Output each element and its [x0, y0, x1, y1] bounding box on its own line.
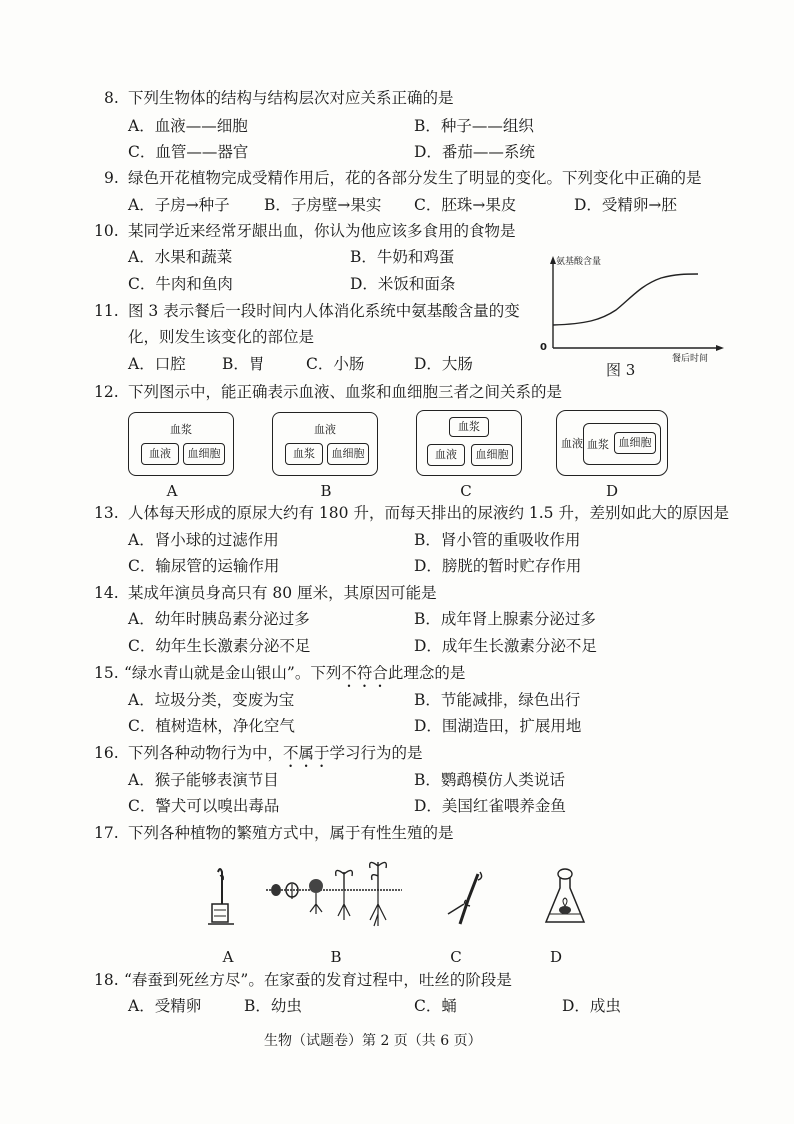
figure-ylabel: 氨基酸含量: [556, 257, 602, 267]
q12-label-b: B: [320, 482, 332, 500]
q15-number: 15.: [94, 664, 119, 682]
q15-stem: [124, 663, 465, 691]
figure-origin: 0: [540, 342, 547, 353]
q9-option-d: D．受精卵→胚: [574, 196, 677, 214]
q8-option-a: A．血液——细胞: [128, 117, 248, 135]
q17-image-b-seed-germination: [264, 854, 404, 934]
q12-diagram-a: [128, 412, 234, 476]
diagram-b-left-box: 血浆: [285, 443, 323, 465]
q10-stem: 某同学近来经常牙龈出血，你认为他应该多食用的食物是: [128, 222, 516, 240]
q14-option-a: A．幼年时胰岛素分泌过多: [128, 610, 310, 628]
q15-stem-pre: “绿水青山就是金山银山”。下列: [124, 664, 342, 682]
q8-option-d: D．番茄——系统: [414, 143, 535, 161]
q17-label-a: A: [222, 948, 234, 966]
diagram-d-middle-box: [583, 423, 661, 465]
q9-option-b: B．子房壁→果实: [264, 196, 382, 214]
q9-stem: 绿色开花植物完成受精作用后，花的各部分发生了明显的变化。下列变化中正确的是: [128, 169, 702, 187]
q16-stem: [128, 743, 423, 771]
q18-number: 18.: [94, 971, 119, 989]
q13-option-c: C．输尿管的运输作用: [128, 557, 280, 575]
q14-option-c: C．幼年生长激素分泌不足: [128, 637, 311, 655]
q15-option-c: C．植树造林，净化空气: [128, 717, 295, 735]
x-axis-arrow: [716, 345, 724, 351]
q13-option-d: D．膀胱的暂时贮存作用: [414, 557, 582, 575]
q14-stem: 某成年演员身高只有 80 厘米，其原因可能是: [128, 584, 437, 602]
diagram-a-left-box: 血液: [141, 443, 179, 465]
q11-stem-line1: 图 3 表示餐后一段时间内人体消化系统中氨基酸含量的变: [128, 302, 520, 320]
q12-diagram-c: [416, 410, 522, 476]
q16-option-c: C．警犬可以嗅出毒品: [128, 797, 280, 815]
q17-number: 17.: [94, 824, 119, 842]
q12-label-a: A: [166, 482, 178, 500]
q8-option-b: B．种子——组织: [414, 117, 534, 135]
q12-label-d: D: [605, 482, 619, 500]
q11-option-a: A．口腔: [128, 355, 186, 373]
grafting-icon: [440, 870, 490, 930]
q15-stem-post: 此理念的是: [387, 664, 466, 682]
q14-option-d: D．成年生长激素分泌不足: [414, 637, 597, 655]
q16-option-b: B．鹦鹉模仿人类说话: [414, 771, 565, 789]
q14-number: 14.: [94, 584, 119, 602]
q16-stem-pre: 下列各种动物行为中，: [128, 744, 284, 762]
q12-diagram-b: [272, 412, 378, 476]
q10-option-c: C．牛肉和鱼肉: [128, 275, 233, 293]
q11-option-b: B．胃: [222, 355, 265, 373]
q15-stem-emphasis: 不符合: [341, 664, 388, 682]
q17-label-b: B: [330, 948, 342, 966]
page-footer: 生物（试题卷）第 2 页（共 6 页）: [264, 1033, 482, 1049]
q18-option-c: C．蛹: [414, 997, 457, 1015]
q11-number: 11.: [94, 302, 119, 320]
seed-germination-icon: [264, 854, 404, 934]
q16-stem-emphasis: 不属于: [283, 744, 330, 762]
q9-option-a: A．子房→种子: [128, 196, 230, 214]
figure-xlabel: 餐后时间: [672, 354, 709, 364]
diagram-b-right-box: 血细胞: [327, 443, 369, 465]
q17-image-d-tissue-culture: [540, 866, 590, 932]
q8-number: 8.: [104, 89, 119, 107]
amino-acid-curve: [553, 274, 698, 325]
q18-stem: “春蚕到死丝方尽”。在家蚕的发育过程中，吐丝的阶段是: [124, 971, 512, 989]
q17-image-a-cutting: [200, 862, 240, 930]
q15-option-d: D．围湖造田，扩展用地: [414, 717, 582, 735]
tissue-culture-flask-icon: [540, 866, 590, 932]
q15-option-a: A．垃圾分类，变废为宝: [128, 691, 295, 709]
q8-stem: 下列生物体的结构与结构层次对应关系正确的是: [128, 89, 454, 107]
q12-diagram-d: [556, 410, 668, 476]
q17-image-c-grafting: [440, 870, 490, 930]
q10-option-b: B．牛奶和鸡蛋: [350, 248, 455, 266]
q12-stem: 下列图示中，能正确表示血液、血浆和血细胞三者之间关系的是: [128, 383, 563, 401]
q14-option-b: B．成年肾上腺素分泌过多: [414, 610, 596, 628]
diagram-d-middle-label: 血浆: [587, 438, 609, 451]
q9-number: 9.: [104, 169, 119, 187]
q11-option-d: D．大肠: [414, 355, 473, 373]
q8-option-c: C．血管——器官: [128, 143, 249, 161]
figure-3-caption: 图 3: [606, 361, 636, 379]
q13-option-b: B．肾小管的重吸收作用: [414, 531, 581, 549]
diagram-a-right-box: 血细胞: [183, 443, 225, 465]
q13-stem: 人体每天形成的原尿大约有 180 升，而每天排出的尿液约 1.5 升，差别如此大的原因是: [128, 504, 729, 522]
plant-cutting-icon: [200, 862, 240, 930]
q11-option-c: C．小肠: [306, 355, 365, 373]
q10-option-d: D．米饭和面条: [350, 275, 456, 293]
q10-number: 10.: [94, 222, 119, 240]
q13-option-a: A．肾小球的过滤作用: [128, 531, 279, 549]
q9-option-c: C．胚珠→果皮: [414, 196, 517, 214]
q12-label-c: C: [460, 482, 472, 500]
diagram-c-right-box: 血细胞: [471, 444, 513, 466]
q17-label-d: D: [549, 948, 563, 966]
q17-label-c: C: [450, 948, 462, 966]
q13-number: 13.: [94, 504, 119, 522]
q11-stem-line2: 化，则发生该变化的部位是: [128, 328, 315, 346]
q10-option-a: A．水果和蔬菜: [128, 248, 233, 266]
q15-option-b: B．节能减排，绿色出行: [414, 691, 581, 709]
q18-option-a: A．受精卵: [128, 997, 202, 1015]
diagram-d-outer-label: 血液: [561, 437, 583, 450]
diagram-d-inner-box: 血细胞: [614, 432, 656, 454]
q17-stem: 下列各种植物的繁殖方式中，属于有性生殖的是: [128, 824, 454, 842]
q16-number: 16.: [94, 744, 119, 762]
q16-stem-post: 学习行为的是: [329, 744, 423, 762]
q12-number: 12.: [94, 383, 119, 401]
q16-option-d: D．美国红雀喂养金鱼: [414, 797, 566, 815]
diagram-a-outer-label: 血浆: [170, 423, 192, 436]
q18-option-b: B．幼虫: [244, 997, 302, 1015]
q18-option-d: D．成虫: [562, 997, 621, 1015]
q16-option-a: A．猴子能够表演节目: [128, 771, 279, 789]
diagram-c-top-box: 血浆: [449, 417, 489, 437]
diagram-b-outer-label: 血液: [314, 423, 336, 436]
diagram-c-left-box: 血液: [427, 444, 465, 466]
